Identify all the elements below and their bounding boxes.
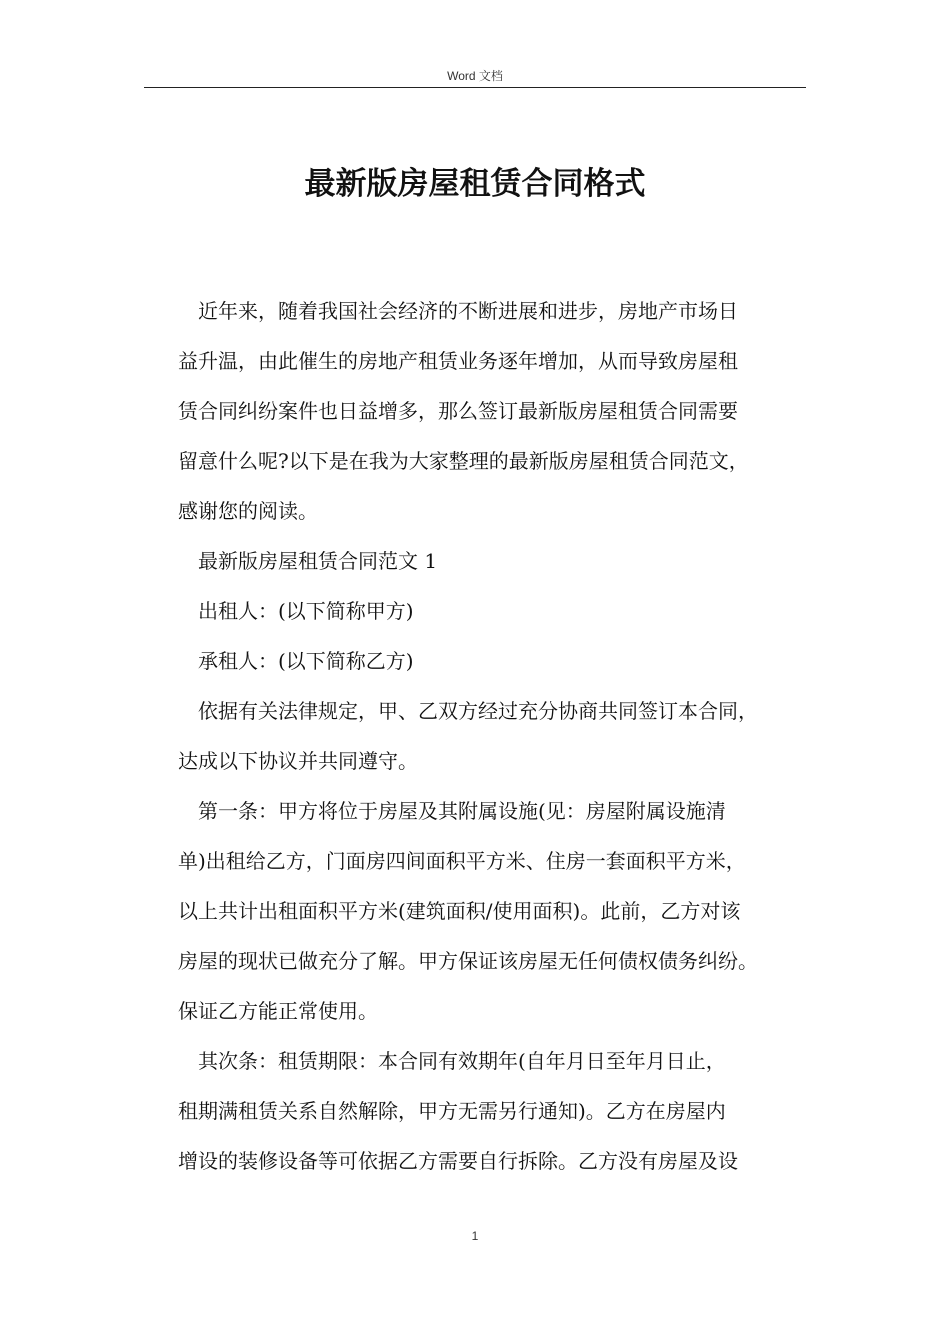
- document-body: [178, 286, 810, 1186]
- body-line: 承租人：(以下简称乙方): [198, 649, 414, 673]
- header-divider: [144, 87, 806, 88]
- body-line: 益升温，由此催生的房地产租赁业务逐年增加，从而导致房屋租: [178, 349, 738, 373]
- body-line: 出租人：(以下简称甲方): [198, 599, 414, 623]
- body-line: 依据有关法律规定，甲、乙双方经过充分协商共同签订本合同，: [198, 699, 758, 723]
- document-title: 最新版房屋租赁合同格式: [304, 166, 646, 202]
- body-line: 其次条：租赁期限：本合同有效期年(自年月日至年月日止，: [198, 1049, 726, 1073]
- body-line: 留意什么呢?以下是在我为大家整理的最新版房屋租赁合同范文，: [178, 449, 749, 473]
- body-line: 第一条：甲方将位于房屋及其附属设施(见：房屋附属设施清: [198, 799, 726, 823]
- page-number: 1: [471, 1229, 479, 1243]
- body-line: 单)出租给乙方，门面房四间面积平方米、住房一套面积平方米，: [178, 849, 746, 873]
- body-line: 最新版房屋租赁合同范文 1: [198, 549, 438, 573]
- body-line: 达成以下协议并共同遵守。: [178, 749, 418, 773]
- body-line: 赁合同纠纷案件也日益增多，那么签订最新版房屋租赁合同需要: [178, 399, 738, 423]
- page-header: Word 文档: [447, 69, 503, 83]
- body-line: 保证乙方能正常使用。: [178, 999, 378, 1023]
- body-line: 租期满租赁关系自然解除，甲方无需另行通知)。乙方在房屋内: [178, 1099, 726, 1123]
- body-line: 感谢您的阅读。: [178, 499, 318, 523]
- body-line: 增设的装修设备等可依据乙方需要自行拆除。乙方没有房屋及设: [178, 1149, 738, 1173]
- body-line: 以上共计出租面积平方米(建筑面积/使用面积)。此前，乙方对该: [178, 899, 741, 923]
- body-line: 房屋的现状已做充分了解。甲方保证该房屋无任何债权债务纠纷。: [178, 949, 758, 973]
- body-line: 近年来，随着我国社会经济的不断进展和进步，房地产市场日: [198, 299, 738, 323]
